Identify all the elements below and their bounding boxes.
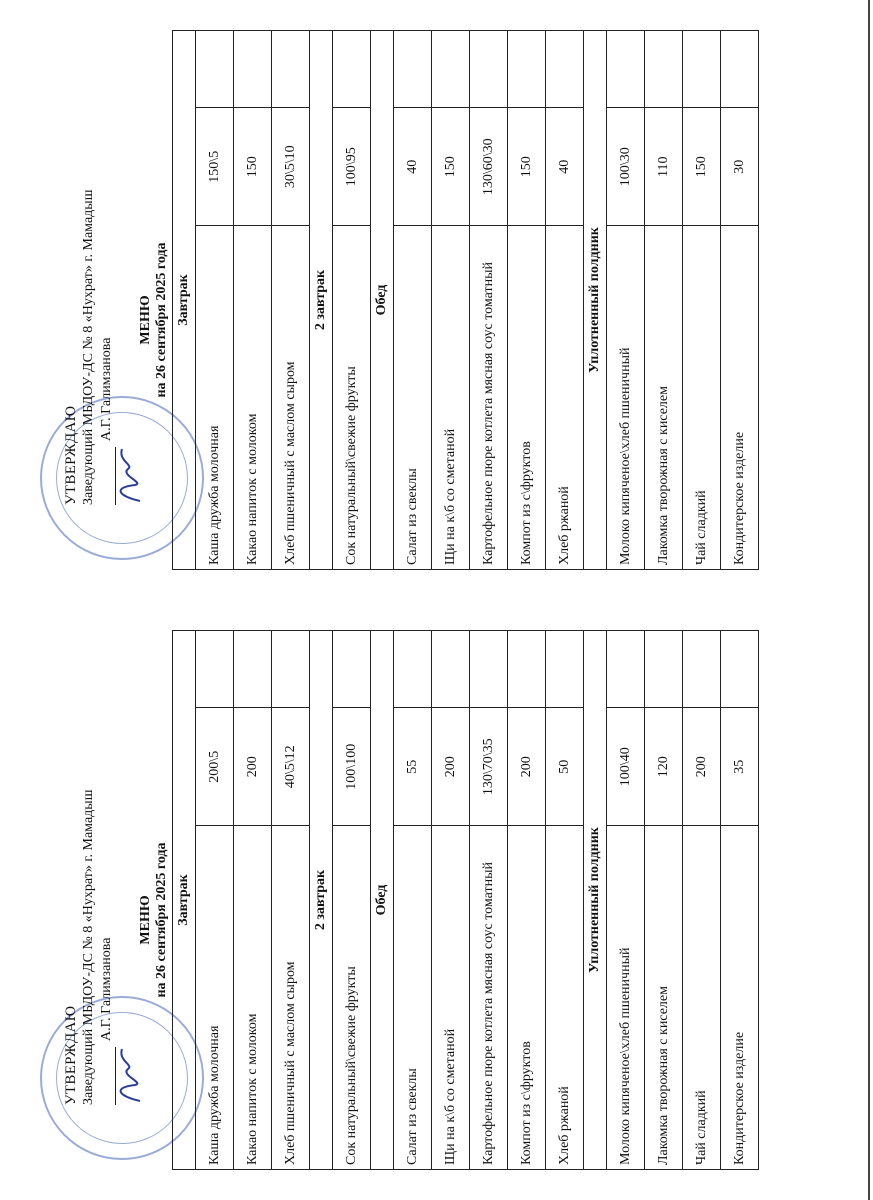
empty-cell [333,31,371,108]
section-row [310,31,333,570]
approval-position: Заведующий МБДОУ-ДС № 8 «Нухрат» г. Мамадыш [81,189,96,505]
empty-cell [645,31,683,108]
empty-cell [607,631,645,708]
empty-cell [508,31,546,108]
section-title: Обед [371,31,394,570]
dish-name: Молоко кипяченое\хлеб пшеничный [607,226,645,570]
dish-portion: 40 [546,108,584,226]
section-title: 2 завтрак [310,31,333,570]
dish-name: Хлеб ржаной [546,826,584,1170]
section-row [310,631,333,1170]
empty-cell [196,631,234,708]
menu-header [138,40,170,600]
menu-row [432,631,470,1170]
menu-title: МЕНЮ [138,895,153,945]
empty-cell [645,631,683,708]
menu-row [333,31,371,570]
menu-row [607,631,645,1170]
dish-name: Хлеб пшеничный с маслом сыром [272,226,310,570]
section-title: Завтрак [173,31,196,570]
dish-portion: 130\70\35 [470,708,508,826]
section-row [584,631,607,1170]
empty-cell [272,631,310,708]
dish-portion: 200 [508,708,546,826]
section-title: Уплотненный полдник [584,631,607,1170]
menu-date: на 26 сентября 2025 года [154,242,169,398]
dish-name: Чай сладкий [683,826,721,1170]
dish-name: Щи на к\б со сметаной [432,226,470,570]
section-row [173,31,196,570]
dish-name: Хлеб ржаной [546,226,584,570]
menu-header [138,640,170,1200]
dish-name: Компот из с\фруктов [508,226,546,570]
dish-portion: 55 [394,708,432,826]
section-title: Завтрак [173,631,196,1170]
empty-cell [683,31,721,108]
dish-name: Лакомка творожная с киселем [645,826,683,1170]
dish-portion: 150 [234,108,272,226]
empty-cell [607,31,645,108]
dish-name: Молоко кипяченое\хлеб пшеничный [607,826,645,1170]
dish-name: Сок натуральный\свежие фрукты [333,226,371,570]
menu-row [683,631,721,1170]
empty-cell [683,631,721,708]
dish-portion: 130\60\30 [470,108,508,226]
dish-name: Кондитерское изделие [721,226,759,570]
dish-name: Какао напиток с молоком [234,226,272,570]
empty-cell [470,631,508,708]
dish-name: Компот из с\фруктов [508,826,546,1170]
empty-cell [234,631,272,708]
dish-portion: 200 [683,708,721,826]
scan-edge [868,0,870,1200]
empty-cell [721,631,759,708]
dish-name: Хлеб пшеничный с маслом сыром [272,826,310,1170]
menu-row [196,631,234,1170]
menu-row [196,31,234,570]
menu-row [721,31,759,570]
section-row [173,631,196,1170]
menu-title: МЕНЮ [138,295,153,345]
approval-position: Заведующий МБДОУ-ДС № 8 «Нухрат» г. Мамадыш [81,789,96,1105]
section-row [584,31,607,570]
menu-row [721,631,759,1170]
dish-name: Салат из свеклы [394,226,432,570]
dish-portion: 150 [508,108,546,226]
dish-name: Лакомка творожная с киселем [645,226,683,570]
menu-table [172,30,759,570]
dish-portion: 35 [721,708,759,826]
menu-row [394,631,432,1170]
empty-cell [272,31,310,108]
menu-row [394,31,432,570]
dish-name: Щи на к\б со сметаной [432,826,470,1170]
empty-cell [432,31,470,108]
dish-portion: 100\100 [333,708,371,826]
empty-cell [234,31,272,108]
menu-row [645,631,683,1170]
menu-row [607,31,645,570]
dish-name: Салат из свеклы [394,826,432,1170]
menu-row [272,631,310,1170]
menu-row [432,31,470,570]
dish-portion: 110 [645,108,683,226]
section-title: Обед [371,631,394,1170]
menu-row [546,31,584,570]
dish-name: Каша дружба молочная [196,826,234,1170]
dish-portion: 120 [645,708,683,826]
approval-title: УТВЕРЖДАЮ [63,1005,79,1105]
dish-portion: 30\5\10 [272,108,310,226]
empty-cell [470,31,508,108]
menu-row [508,631,546,1170]
dish-name: Картофельное пюре котлета мясная соус томатный [470,826,508,1170]
dish-name: Кондитерское изделие [721,826,759,1170]
approval-name: А.Г. Галимзанова [99,337,114,441]
menu-row [333,631,371,1170]
approval-block [62,190,116,505]
empty-cell [196,31,234,108]
menu-table [172,630,759,1170]
dish-name: Чай сладкий [683,226,721,570]
empty-cell [394,631,432,708]
dish-name: Картофельное пюре котлета мясная соус томатный [470,226,508,570]
dish-portion: 150 [432,108,470,226]
dish-portion: 200 [432,708,470,826]
menu-row [234,631,272,1170]
approval-block [62,790,116,1105]
dish-portion: 150\5 [196,108,234,226]
section-title: 2 завтрак [310,631,333,1170]
menu-row [470,31,508,570]
dish-portion: 30 [721,108,759,226]
empty-cell [721,31,759,108]
empty-cell [432,631,470,708]
empty-cell [394,31,432,108]
empty-cell [546,631,584,708]
dish-portion: 100\30 [607,108,645,226]
dish-name: Какао напиток с молоком [234,826,272,1170]
menu-row [234,31,272,570]
empty-cell [333,631,371,708]
menu-row [645,31,683,570]
approval-name: А.Г. Галимзанова [99,937,114,1041]
menu-copy-1 [0,600,873,1200]
approval-title: УТВЕРЖДАЮ [63,405,79,505]
menu-row [470,631,508,1170]
section-row [371,631,394,1170]
dish-portion: 150 [683,108,721,226]
menu-row [272,31,310,570]
menu-row [508,31,546,570]
dish-portion: 40\5\12 [272,708,310,826]
dish-name: Каша дружба молочная [196,226,234,570]
empty-cell [546,31,584,108]
dish-name: Сок натуральный\свежие фрукты [333,826,371,1170]
dish-portion: 200 [234,708,272,826]
menu-row [546,631,584,1170]
menu-date: на 26 сентября 2025 года [154,842,169,998]
dish-portion: 100\40 [607,708,645,826]
menu-row [683,31,721,570]
dish-portion: 100\95 [333,108,371,226]
empty-cell [508,631,546,708]
dish-portion: 50 [546,708,584,826]
dish-portion: 40 [394,108,432,226]
dish-portion: 200\5 [196,708,234,826]
section-row [371,31,394,570]
section-title: Уплотненный полдник [584,31,607,570]
